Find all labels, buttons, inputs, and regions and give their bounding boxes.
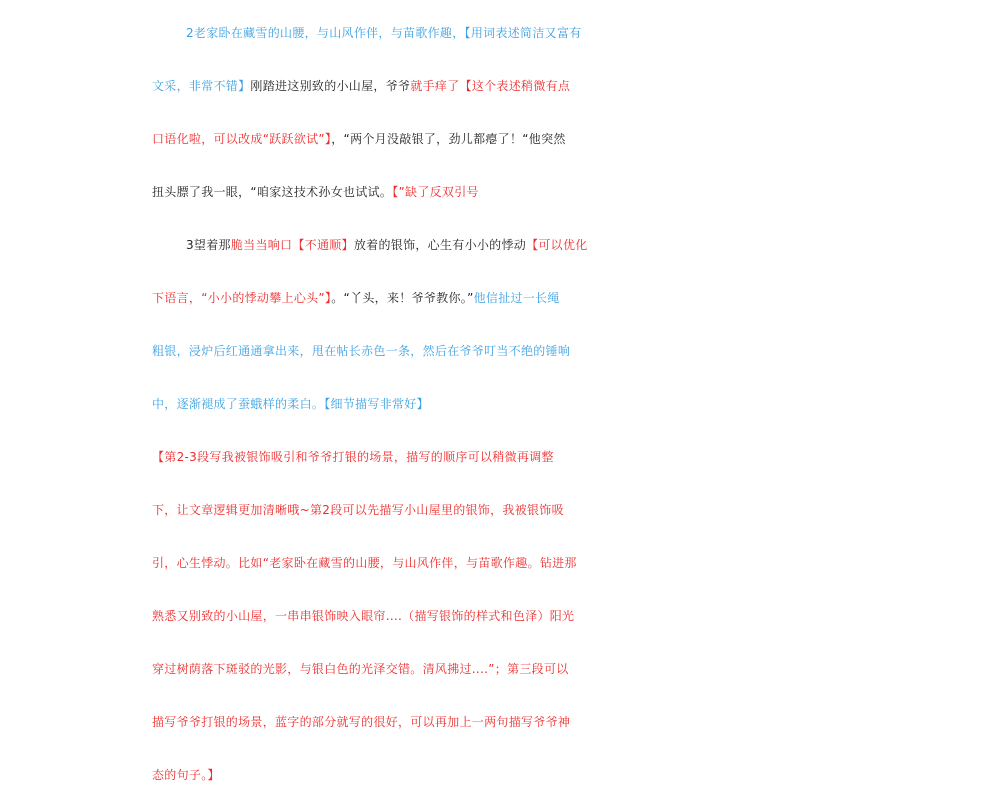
teacher-comment: 【细节描写非常好】 [324,397,429,411]
text-line [0,702,997,742]
teacher-comment: 【用词表述简洁又富有 [464,26,582,40]
marked-text: 脆当当响口 [230,238,293,252]
text-line [0,490,997,530]
text-line [0,225,997,265]
teacher-comment: 下语言，“小小的悸动攀上心头”】 [152,291,332,305]
body-text: 3望着那 [186,238,231,252]
teacher-comment: 下，让文章逻辑更加清晰哦~第2段可以先描写小山屋里的银饰，我被银饰吸 [152,503,564,517]
teacher-comment: 态的句子。】 [152,768,220,782]
body-text: 刚踏进这别致的小山屋，爷爷 [250,79,411,93]
text-line [0,13,997,53]
text-line [0,172,997,212]
body-text: 。“丫头，来！爷爷教你。” [331,291,474,305]
text-line [0,543,997,583]
text-line [0,437,997,477]
highlighted-text: 粗银，浸炉后红通通拿出来，甩在帖长赤色一条，然后在爷爷叮当不绝的锤响 [152,344,571,358]
text-line [0,119,997,159]
text-line [0,755,997,795]
text-line [0,66,997,106]
teacher-comment: 描写爷爷打银的场景，蓝字的部分就写的很好，可以再加上一两句描写爷爷神 [152,715,571,729]
highlighted-text: 他信扯过一长绳 [473,291,560,305]
teacher-comment: 【第2-3段写我被银饰吸引和爷爷打银的场景，描写的顺序可以稍微再调整 [152,450,554,464]
text-line [0,596,997,636]
teacher-comment: 【这个表述稍微有点 [459,79,571,93]
text-line [0,384,997,424]
teacher-comment: 口语化啦，可以改成“跃跃欲试”】 [152,132,332,146]
teacher-comment: 【不通顺】 [292,238,354,252]
body-text: ，“两个月没敲银了，劲儿都瘪了！“他突然 [331,132,566,146]
body-text: 扭头膘了我一眼，“咱家这技术孙女也试试。 [152,185,393,199]
body-text: 放着的银饰，心生有小小的悸动 [353,238,527,252]
text-line [0,278,997,318]
text-line [0,331,997,371]
teacher-comment: 【”缺了反双引号 [392,185,479,199]
teacher-comment: 引，心生悸动。比如“老家卧在藏雪的山腰，与山风作伴，与苗歌作趣。钻进那 [152,556,577,570]
teacher-comment: 文采，非常不错】 [152,79,251,93]
highlighted-text: 2老家卧在藏雪的山腰，与山风作伴，与苗歌作趣， [186,26,465,40]
teacher-comment: 穿过树荫落下斑驳的光影，与银白色的光泽交错。清风拂过....”；第三段可以 [152,662,569,676]
marked-text: 就手痒了 [410,79,460,93]
highlighted-text: 中，逐渐褪成了蚕蛾样的柔白。 [152,397,325,411]
text-line [0,649,997,689]
teacher-comment: 熟悉又别致的小山屋，一串串银饰映入眼帘....（描写银饰的样式和色泽）阳光 [152,609,575,623]
teacher-comment: 【可以优化 [526,238,588,252]
